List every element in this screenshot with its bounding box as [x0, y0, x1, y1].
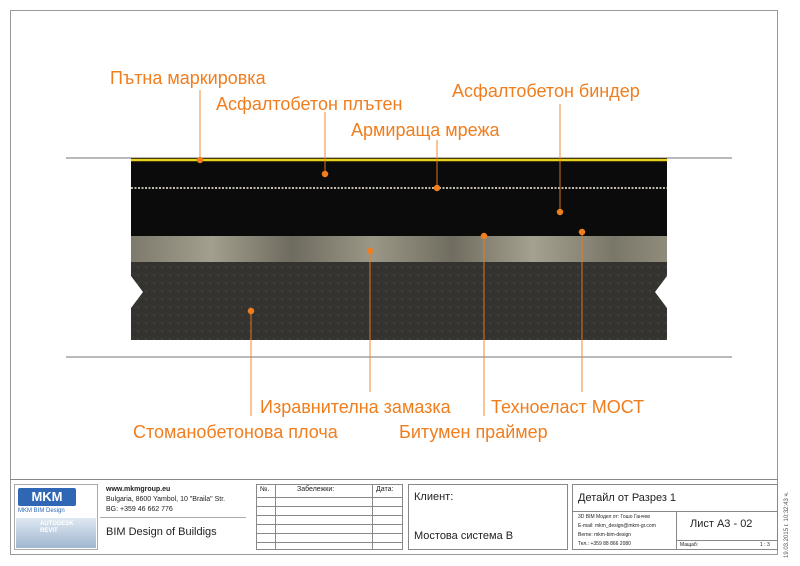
mkm-logo: MKM [18, 488, 76, 506]
notes-header-date: Дата: [376, 486, 394, 493]
dot-armirashta-mreja [434, 185, 440, 191]
notes-row-divider [257, 524, 402, 525]
label-putna-markirovka: Пътна маркировка [110, 68, 266, 88]
notes-row-divider [257, 506, 402, 507]
client-label: Клиент: [414, 491, 454, 503]
asphalt-layer [131, 158, 667, 236]
notes-table [256, 484, 403, 550]
contact-phone: Тел.: +359 88 866 2080 [578, 541, 631, 547]
revit-text: REVIT [40, 528, 58, 534]
notes-header-no: №. [260, 486, 270, 493]
notes-col-divider-2 [372, 485, 373, 549]
notes-row-divider [257, 497, 402, 498]
model-author: 3D BIM Модел от: Гошо Ганчев [578, 514, 650, 520]
notes-header-title: Забележки: [297, 486, 335, 493]
dot-stomanobetonova-plocha [248, 308, 254, 314]
dot-izravnitelna-zamazka [367, 248, 373, 254]
notes-col-divider-1 [275, 485, 276, 549]
screed-layer [131, 236, 667, 262]
contact-email: E-mail: mkm_design@mkm-gr.com [578, 523, 656, 529]
timestamp-stamp [782, 468, 796, 560]
company-phone: BG: +359 46 662 776 [106, 506, 173, 513]
drawing-info-divider [572, 511, 778, 512]
company-address: Bulgaria, 8600 Yambol, 10 "Braila" Str. [106, 496, 226, 503]
company-website: www.mkmgroup.eu [106, 486, 171, 493]
logo-subtitle: MKM BIM Design [18, 508, 65, 514]
dot-tehnoelast-most [579, 229, 585, 235]
contact-site: Berne: mkm-bim-design [578, 532, 632, 538]
label-izravnitelna-zamazka: Изравнителна замазка [260, 397, 451, 417]
dot-asfaltobeton-binder [557, 209, 563, 215]
label-bitumen-praimer: Битумен праймер [399, 422, 548, 442]
autodesk-text: AUTODESK [40, 521, 74, 527]
label-asfaltobeton-pluten: Асфалтобетон плътен [216, 94, 403, 114]
drawing-title: Детайл от Разрез 1 [578, 492, 677, 504]
notes-row-divider [257, 542, 402, 543]
label-tehnoelast-most: Техноеласт МОСТ [491, 397, 645, 417]
company-divider [100, 517, 246, 518]
sheet-number: Лист А3 - 02 [690, 518, 753, 530]
dot-bitumen-praimer [481, 233, 487, 239]
scale-divider [676, 540, 778, 541]
drawing-info-vdivider [676, 511, 677, 550]
label-stomanobetonova-plocha: Стоманобетонова плоча [133, 422, 338, 442]
company-name: BIM Design of Buildigs [106, 526, 217, 538]
notes-row-divider [257, 533, 402, 534]
project-name: Мостова система В [414, 530, 514, 542]
timestamp-text: 19.03.2015 г. 10:32:43 ч. [784, 491, 790, 558]
concrete-slab [131, 262, 667, 340]
notes-row-divider [257, 515, 402, 516]
label-armirashta-mreja: Армираща мрежа [351, 120, 500, 140]
dot-asfaltobeton-pluten [322, 171, 328, 177]
label-asfaltobeton-binder: Асфалтобетон биндер [452, 81, 640, 101]
scale-label: Мащаб: [680, 542, 699, 548]
scale-value: 1 : 3 [760, 542, 770, 548]
dot-putna-markirovka [197, 157, 203, 163]
